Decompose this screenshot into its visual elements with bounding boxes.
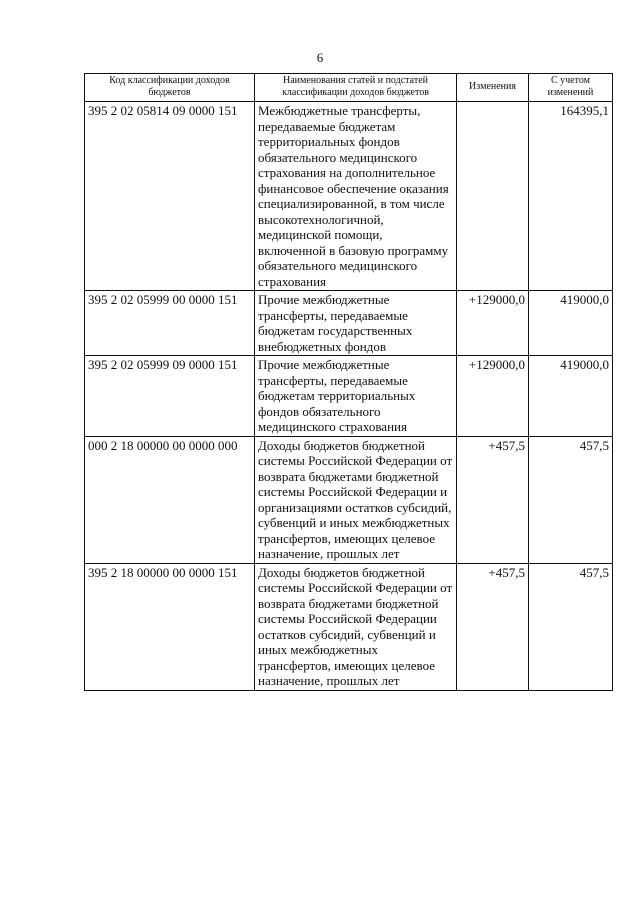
row-change: +457,5 <box>457 436 529 563</box>
row-change: +457,5 <box>457 563 529 690</box>
row-code: 395 2 02 05999 09 0000 151 <box>85 356 255 437</box>
row-code: 395 2 02 05814 09 0000 151 <box>85 102 255 291</box>
row-name: Доходы бюджетов бюджетной системы Российской Федерации от возврата бюджетами бюджетной системы Российской Федерации и организациями остатков субсидий, субвенций и иных межбюджетных трансфертов, имеющих целевое назначение, прошлых лет <box>255 436 457 563</box>
row-name: Доходы бюджетов бюджетной системы Российской Федерации от возврата бюджетами бюджетной системы Российской Федерации остатков субсидий, субвенций и иных межбюджетных трансфертов, имеющих целевое назначение, прошлых лет <box>255 563 457 690</box>
row-name: Межбюджетные трансферты, передаваемые бюджетам территориальных фондов обязательного медицинского страхования на дополнительное финансовое обеспечение оказания специализированной, в том числе высокотехнологичной, медицинской помощи, включенной в базовую программу обязательного медицинского страхования <box>255 102 457 291</box>
row-code: 000 2 18 00000 00 0000 000 <box>85 436 255 563</box>
row-change: +129000,0 <box>457 356 529 437</box>
row-code: 395 2 18 00000 00 0000 151 <box>85 563 255 690</box>
table-row <box>85 356 613 437</box>
row-total: 419000,0 <box>529 291 613 356</box>
row-change: +129000,0 <box>457 291 529 356</box>
header-change: Изменения <box>457 74 529 102</box>
budget-table <box>84 73 613 691</box>
table-header-row <box>85 74 613 102</box>
table-row <box>85 563 613 690</box>
header-total: С учетом изменений <box>529 74 613 102</box>
table-row <box>85 291 613 356</box>
header-code: Код классификации доходов бюджетов <box>85 74 255 102</box>
row-change <box>457 102 529 291</box>
row-total: 457,5 <box>529 563 613 690</box>
row-total: 419000,0 <box>529 356 613 437</box>
page-number: 6 <box>316 50 324 65</box>
row-name: Прочие межбюджетные трансферты, передаваемые бюджетам государственных внебюджетных фондов <box>255 291 457 356</box>
table-row <box>85 436 613 563</box>
row-code: 395 2 02 05999 00 0000 151 <box>85 291 255 356</box>
row-total: 457,5 <box>529 436 613 563</box>
header-name: Наименования статей и подстатей классификации доходов бюджетов <box>255 74 457 102</box>
row-name: Прочие межбюджетные трансферты, передаваемые бюджетам территориальных фондов обязательного медицинского страхования <box>255 356 457 437</box>
table-row <box>85 102 613 291</box>
row-total: 164395,1 <box>529 102 613 291</box>
